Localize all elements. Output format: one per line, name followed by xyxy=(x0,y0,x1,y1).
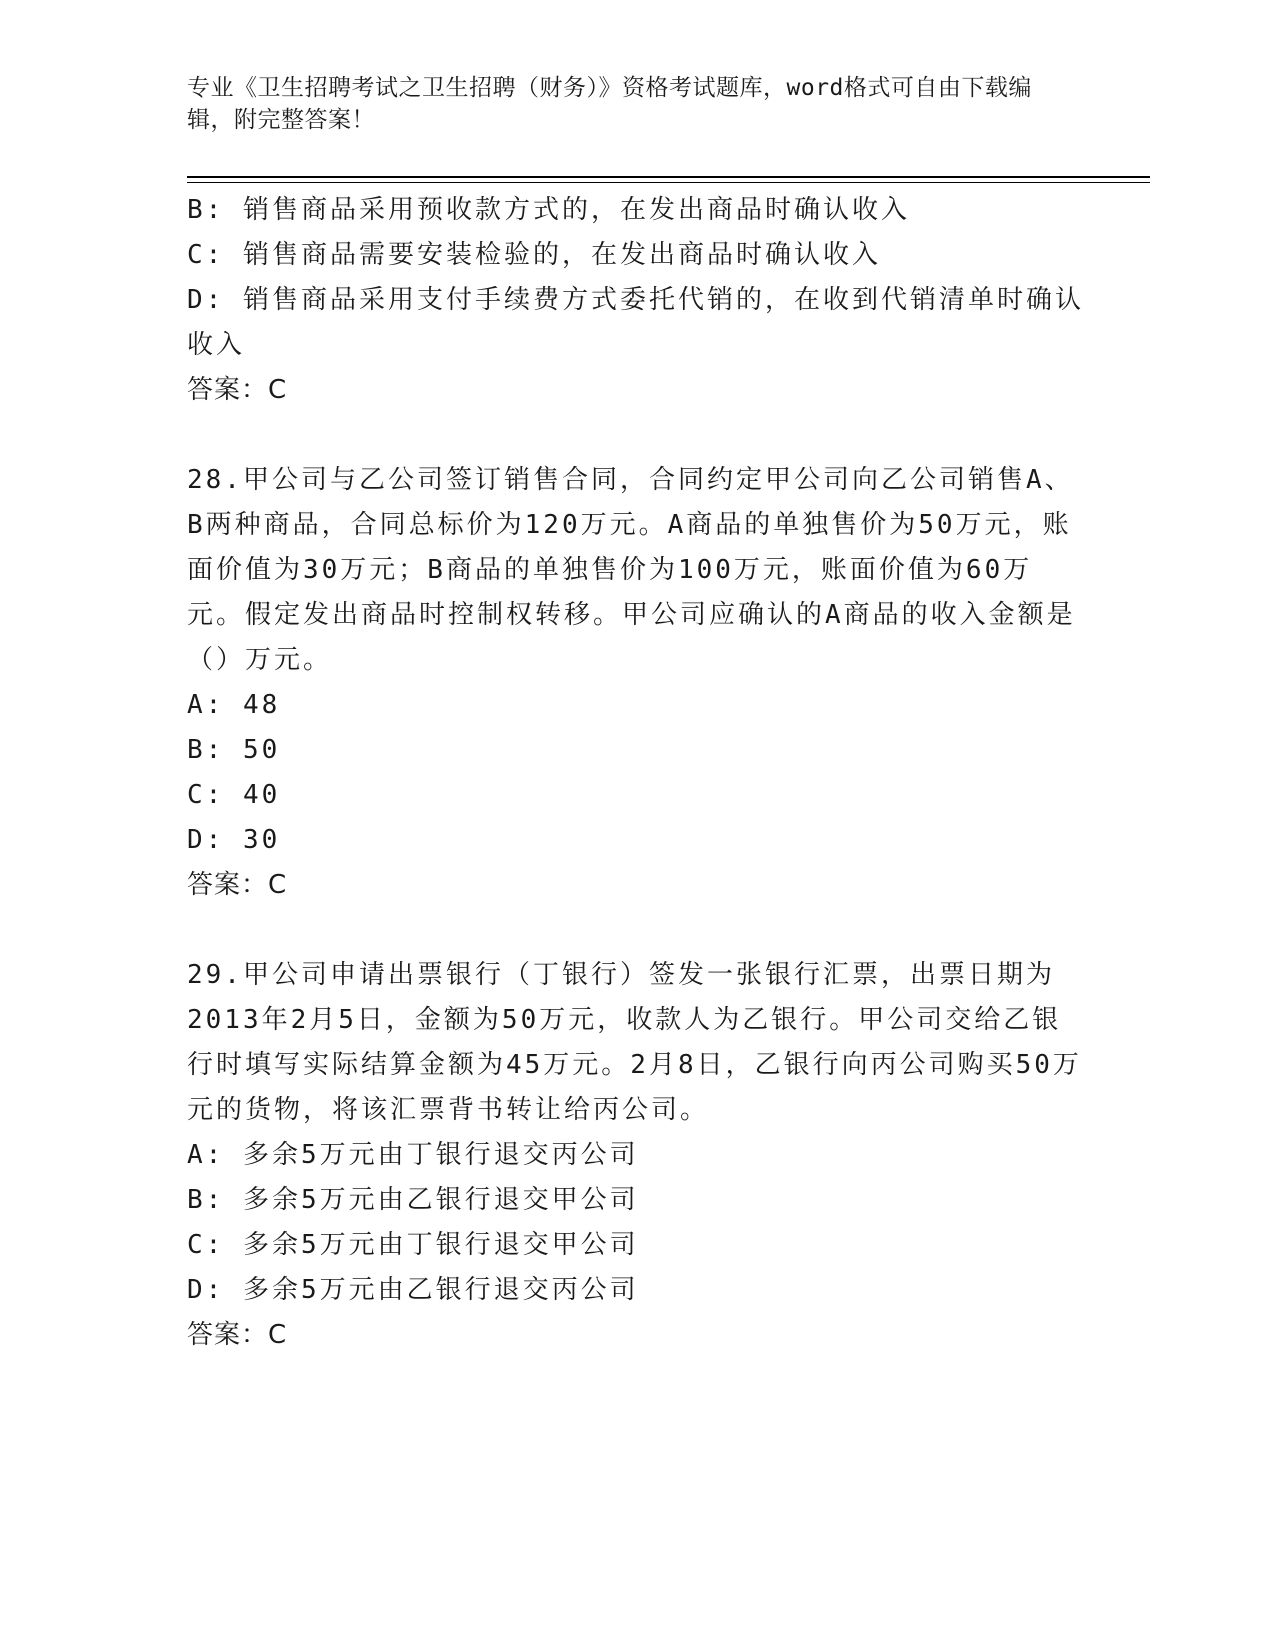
option-d: D: 30 xyxy=(187,825,281,855)
option-c: C: 多余5万元由丁银行退交甲公司 xyxy=(187,1230,639,1260)
option-d: D: 多余5万元由乙银行退交丙公司 xyxy=(187,1275,639,1305)
spacer xyxy=(187,413,1087,458)
option-a: A: 多余5万元由丁银行退交丙公司 xyxy=(187,1140,639,1170)
spacer xyxy=(187,908,1087,953)
option-b: B: 多余5万元由乙银行退交甲公司 xyxy=(187,1185,639,1215)
option-d: D: 销售商品采用支付手续费方式委托代销的，在收到代销清单时确认收入 xyxy=(187,285,1084,360)
page-header: 专业《卫生招聘考试之卫生招聘（财务）》资格考试题库，word格式可自由下载编辑，附完整答案！ xyxy=(187,75,1032,133)
option-b: B: 50 xyxy=(187,735,281,765)
header-rule-thin xyxy=(187,182,1150,183)
option-c: C: 销售商品需要安装检验的，在发出商品时确认收入 xyxy=(187,240,881,270)
answer: 答案：C xyxy=(187,870,288,900)
question-content xyxy=(187,188,1087,1358)
question-stem: 29.甲公司申请出票银行（丁银行）签发一张银行汇票，出票日期为2013年2月5日，金额为50万元，收款人为乙银行。甲公司交给乙银行时填写实际结算金额为45万元。2月8日，乙银行向丙公司购买50万元的货物，将该汇票背书转让给丙公司。 xyxy=(187,960,1082,1125)
option-a: A: 48 xyxy=(187,690,281,720)
answer: 答案：C xyxy=(187,375,288,405)
answer: 答案：C xyxy=(187,1320,288,1350)
question-stem: 28.甲公司与乙公司签订销售合同，合同约定甲公司向乙公司销售A、B两种商品，合同总标价为120万元。A商品的单独售价为50万元，账面价值为30万元；B商品的单独售价为100万元，账面价值为60万元。假定发出商品时控制权转移。甲公司应确认的A商品的收入金额是（）万元。 xyxy=(187,465,1076,675)
option-c: C: 40 xyxy=(187,780,281,810)
option-b: B: 销售商品采用预收款方式的，在发出商品时确认收入 xyxy=(187,195,910,225)
header-rule-thick xyxy=(187,176,1150,178)
